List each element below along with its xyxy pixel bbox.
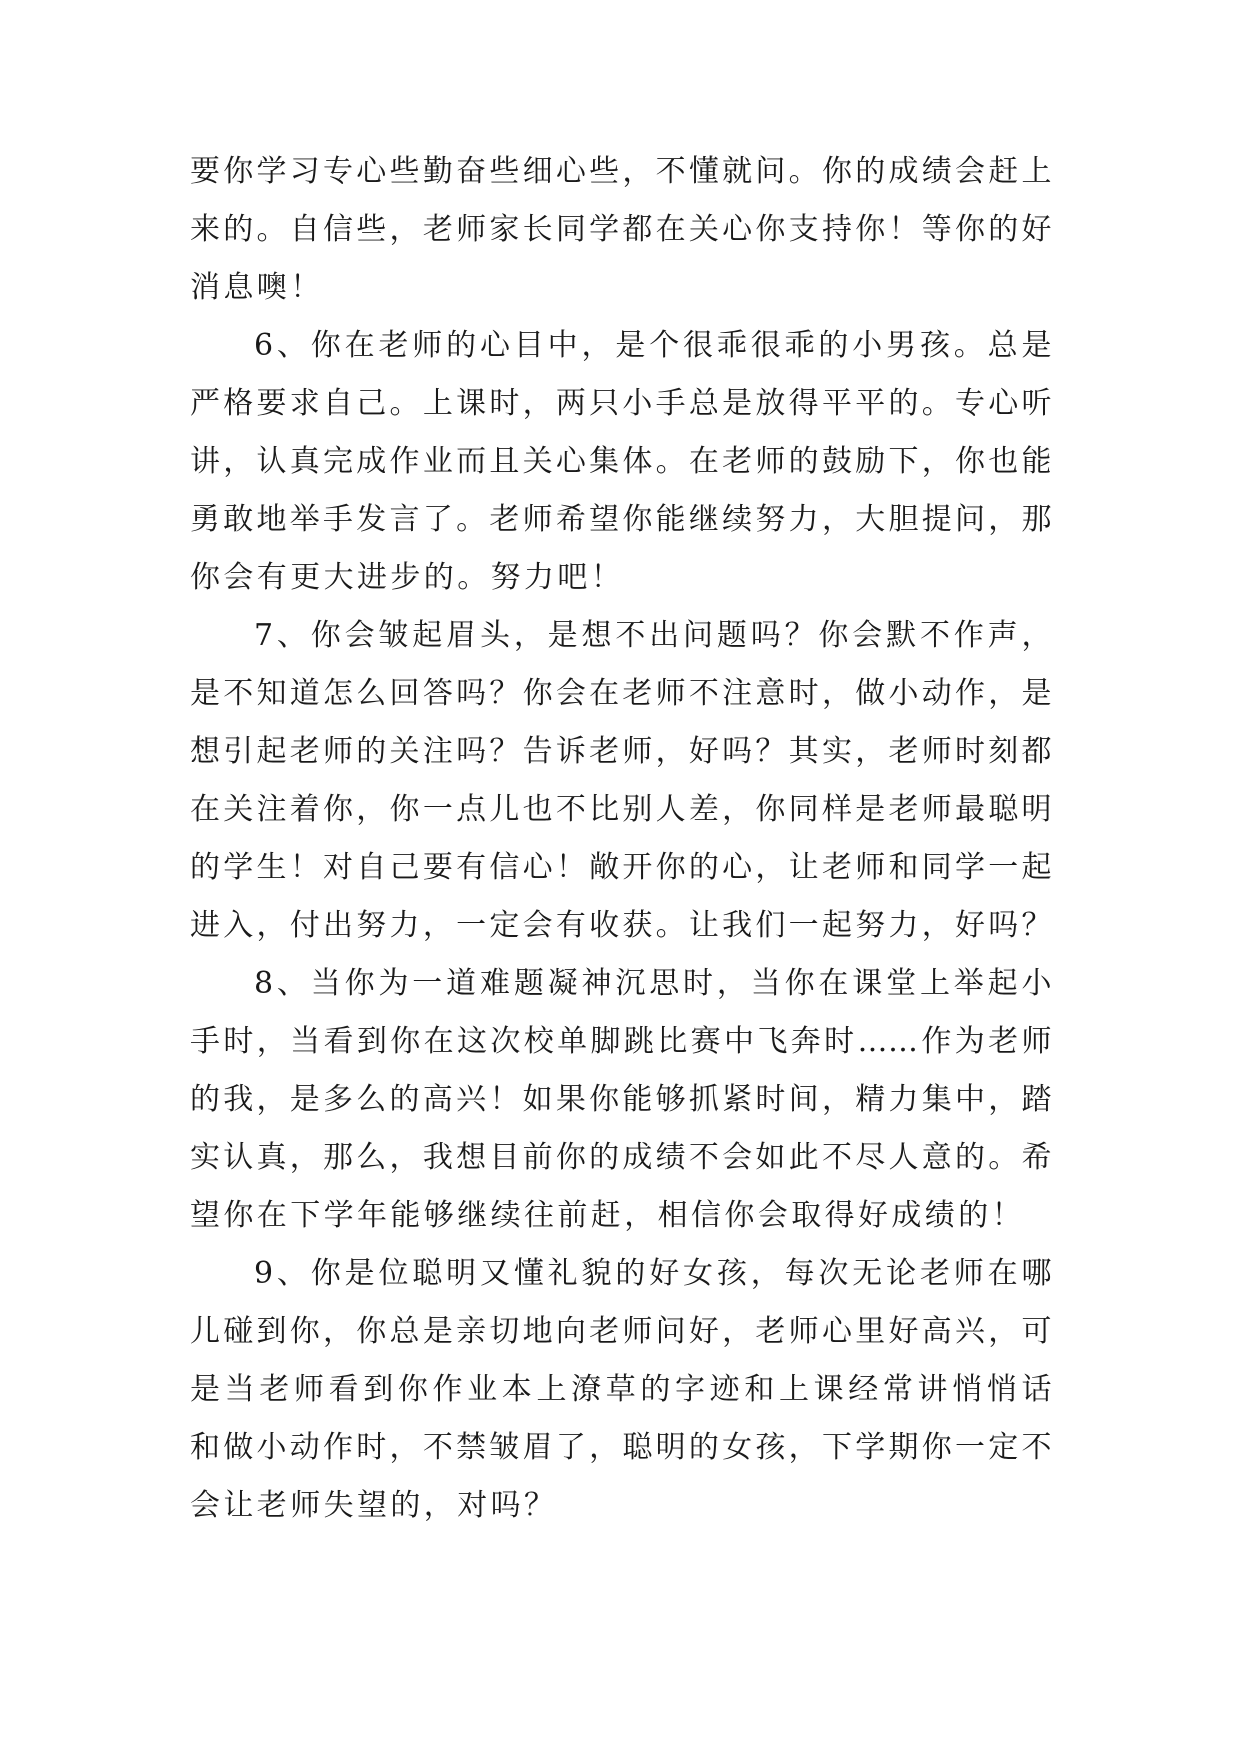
text-line: 望你在下学年能够继续往前赶，相信你会取得好成绩的！ xyxy=(190,1198,1025,1233)
text-line: 会让老师失望的，对吗？ xyxy=(190,1488,558,1523)
text-line: 的学生！对自己要有信心！敞开你的心，让老师和同学一起 xyxy=(190,850,1052,885)
text-line: 消息噢！ xyxy=(190,270,324,305)
text-line: 要你学习专心些勤奋些细心些，不懂就问。你的成绩会赶上 xyxy=(190,154,1052,189)
text-line: 来的。自信些，老师家长同学都在关心你支持你！等你的好 xyxy=(190,212,1052,247)
text-line: 你会有更大进步的。努力吧！ xyxy=(190,560,625,595)
text-line: 勇敢地举手发言了。老师希望你能继续努力，大胆提问，那 xyxy=(190,502,1052,537)
text-line: 实认真，那么，我想目前你的成绩不会如此不尽人意的。希 xyxy=(190,1140,1052,1175)
text-line: 想引起老师的关注吗？告诉老师，好吗？其实，老师时刻都 xyxy=(190,734,1052,769)
text-line: 讲，认真完成作业而且关心集体。在老师的鼓励下，你也能 xyxy=(190,444,1052,479)
text-line: 和做小动作时，不禁皱眉了，聪明的女孩，下学期你一定不 xyxy=(190,1430,1052,1465)
text-line: 进入，付出努力，一定会有收获。让我们一起努力，好吗？ xyxy=(190,908,1052,943)
text-line: 儿碰到你，你总是亲切地向老师问好，老师心里好高兴，可 xyxy=(190,1314,1052,1349)
text-line: 的我，是多么的高兴！如果你能够抓紧时间，精力集中，踏 xyxy=(190,1082,1052,1117)
text-line: 严格要求自己。上课时，两只小手总是放得平平的。专心听 xyxy=(190,386,1052,421)
text-line: 手时，当看到你在这次校单脚跳比赛中飞奔时……作为老师 xyxy=(190,1024,1052,1059)
text-line: 在关注着你，你一点儿也不比别人差，你同样是老师最聪明 xyxy=(190,792,1052,827)
text-line: 是不知道怎么回答吗？你会在老师不注意时，做小动作，是 xyxy=(190,676,1052,711)
paragraph-6-first-line: 6、你在老师的心目中，是个很乖很乖的小男孩。总是 xyxy=(254,328,1052,363)
paragraph-8-first-line: 8、当你为一道难题凝神沉思时，当你在课堂上举起小 xyxy=(254,966,1052,1001)
text-line: 是当老师看到你作业本上潦草的字迹和上课经常讲悄悄话 xyxy=(190,1372,1052,1407)
paragraph-9-first-line: 9、你是位聪明又懂礼貌的好女孩，每次无论老师在哪 xyxy=(254,1256,1052,1291)
paragraph-7-first-line: 7、你会皱起眉头，是想不出问题吗？你会默不作声， xyxy=(254,618,1052,653)
